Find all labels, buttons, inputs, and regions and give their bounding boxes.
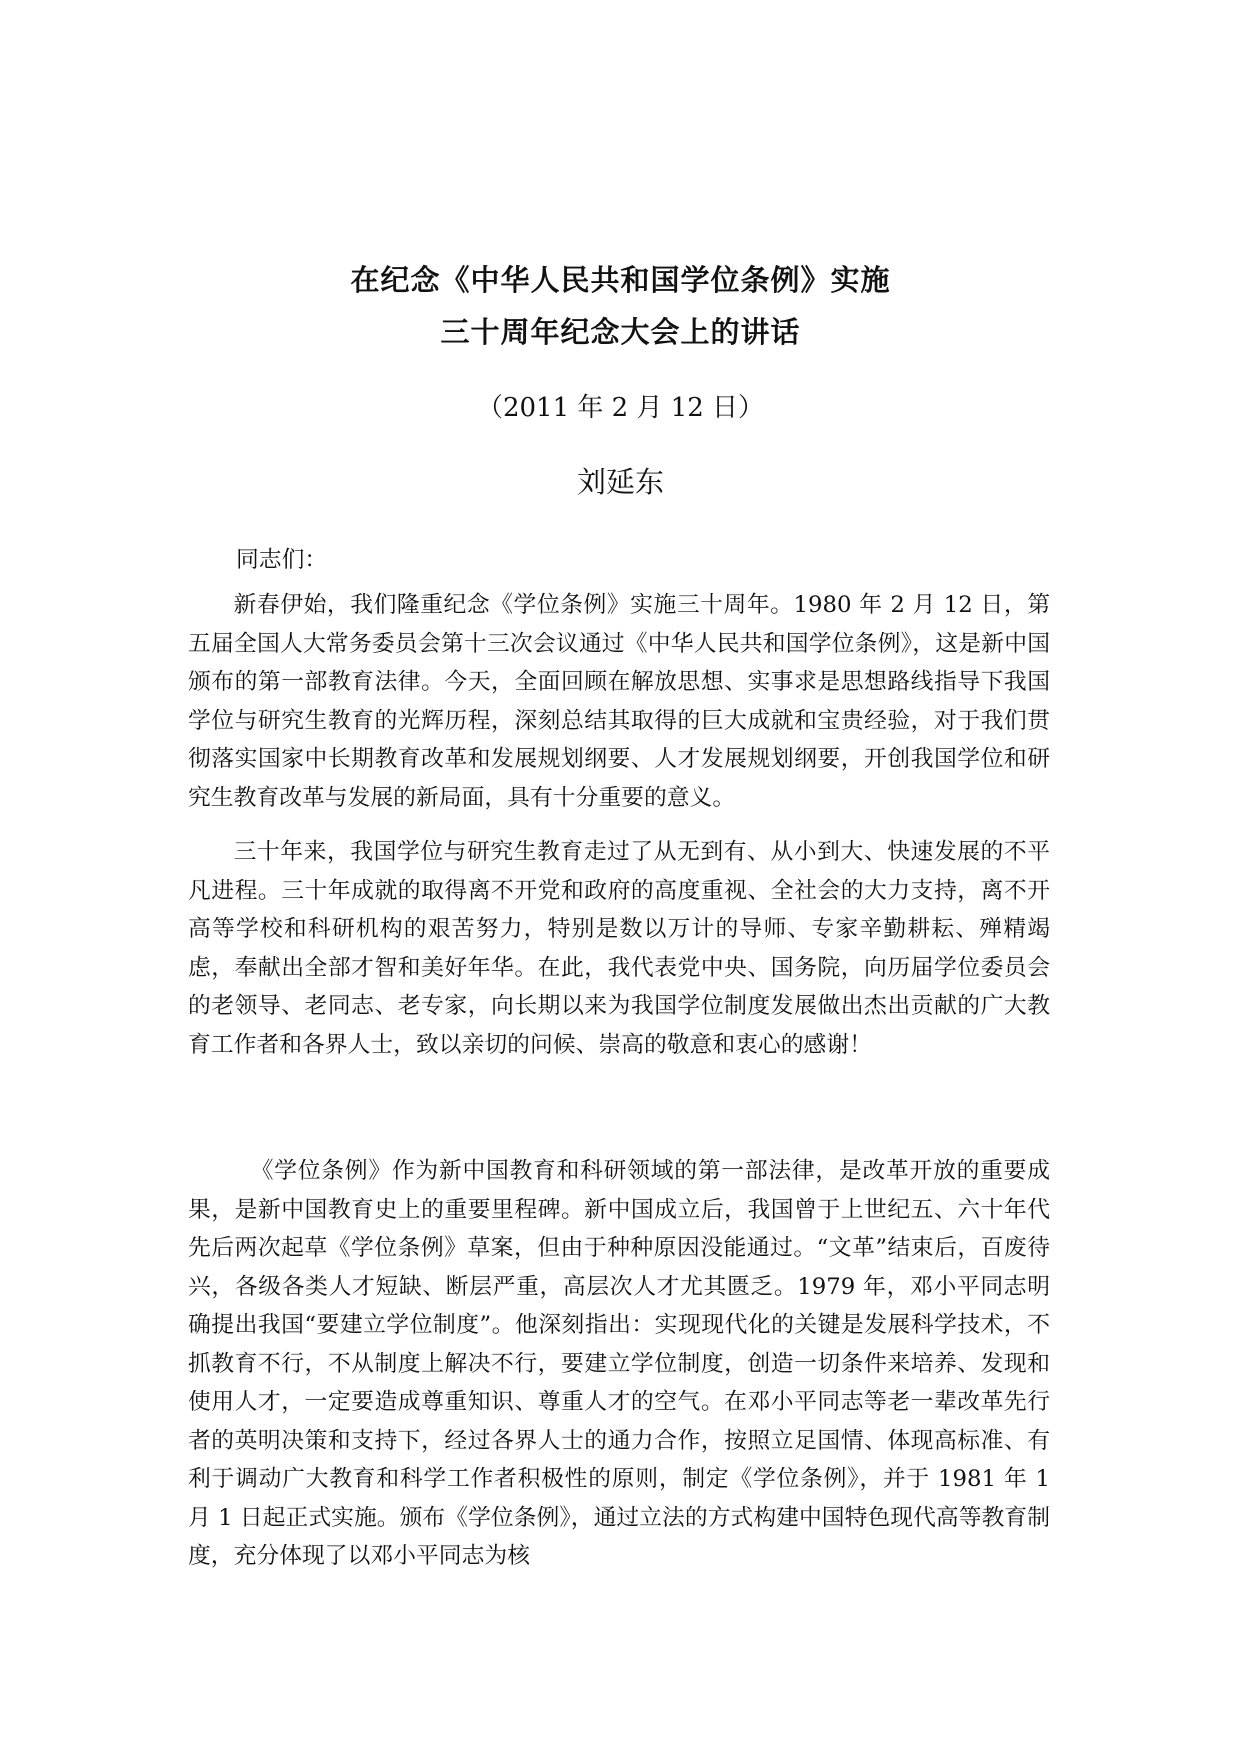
paragraph-1: 新春伊始，我们隆重纪念《学位条例》实施三十周年。1980 年 2 月 12 日，第五届全国人大常务委员会第十三次会议通过《中华人民共和国学位条例》，这是新中国颁布的第一部教育法律。今天，全面回顾在解放思想、实事求是思想路线指导下我国学位与研究生教育的光辉历程，深刻总结其取得的巨大成就和宝贵经验，对于我们贯彻落实国家中长期教育改革和发展规划纲要、人才发展规划纲要，开创我国学位和研究生教育改革与发展的新局面，具有十分重要的意义。 — [188, 592, 1050, 811]
paragraph-2: 三十年来，我国学位与研究生教育走过了从无到有、从小到大、快速发展的不平凡进程。三十年成就的取得离不开党和政府的高度重视、全社会的大力支持，离不开高等学校和科研机构的艰苦努力，特别是数以万计的导师、专家辛勤耕耘、殚精竭虑，奉献出全部才智和美好年华。在此，我代表党中央、国务院，向历届学位委员会的老领导、老同志、老专家，向长期以来为我国学位制度发展做出杰出贡献的广大教育工作者和各界人士，致以亲切的问候、崇高的敬意和衷心的感谢！ — [188, 839, 1050, 1058]
title-line-2: 三十周年纪念大会上的讲话 — [440, 315, 801, 349]
title-line-1: 在纪念《中华人民共和国学位条例》实施 — [350, 263, 891, 297]
speech-date: （2011 年 2 月 12 日） — [476, 393, 765, 423]
author-name: 刘延东 — [576, 465, 664, 499]
paragraph-2-block — [188, 833, 1050, 1064]
paragraph-3: 《学位条例》作为新中国教育和科研领域的第一部法律，是改革开放的重要成果，是新中国教育史上的重要里程碑。新中国成立后，我国曾于上世纪五、六十年代先后两次起草《学位条例》草案，但由于种种原因没能通过。“文革”结束后，百废待兴，各级各类人才短缺、断层严重，高层次人才尤其匮乏。1979 年，邓小平同志明确提出我国“要建立学位制度”。他深刻指出：实现现代化的关键是发展科学技术，不抓教育不行，不从制度上解决不行，要建立学位制度，创造一切条件来培养、发现和使用人才，一定要造成尊重知识、尊重人才的空气。在邓小平同志等老一辈改革先行者的英明决策和支持下，经过各界人士的通力合作，按照立足国情、体现高标准、有利于调动广大教育和科学工作者积极性的原则，制定《学位条例》，并于 1981 年 1 月 1 日起正式实施。颁布《学位条例》，通过立法的方式构建中国特色现代高等教育制度，充分体现了以邓小平同志为核 — [188, 1158, 1050, 1569]
paragraph-1-block — [188, 586, 1050, 817]
paragraph-3-block — [188, 1152, 1050, 1576]
salutation: 同志们： — [236, 547, 328, 573]
